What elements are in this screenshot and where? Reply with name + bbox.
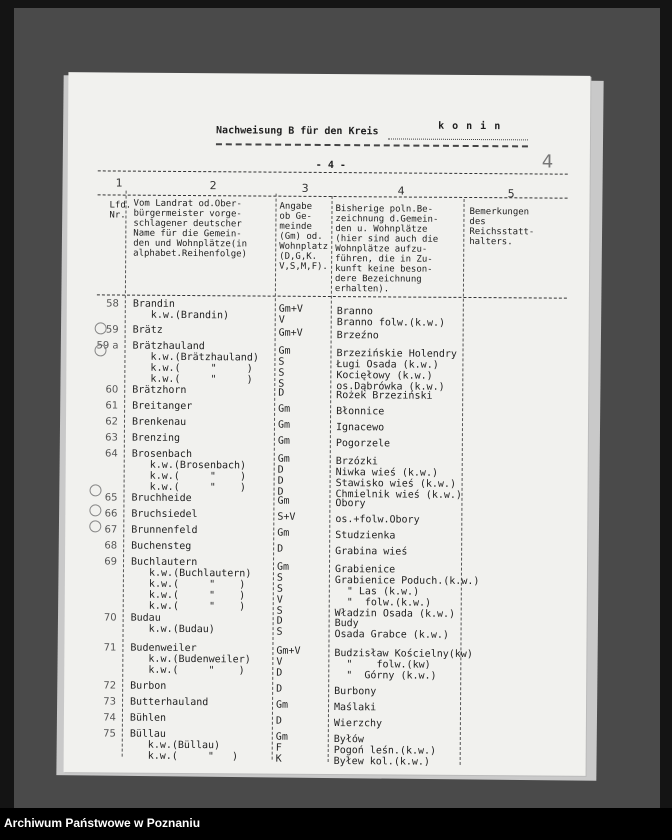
german-name: Butterhauland	[130, 696, 209, 709]
german-name: Brenzing	[131, 432, 181, 444]
type-code: Gm+V V	[278, 303, 303, 326]
type-code: Gm	[277, 495, 290, 507]
row-number: 64	[105, 448, 118, 460]
german-name: Buchlautern k.w.(Buchlautern) k.w.( " ) k.w.( " ) k.w.( " )	[130, 556, 252, 613]
type-code: D S	[276, 615, 283, 638]
german-name: Brätzhauland k.w.(Brätzhauland) k.w.( " ) k.w.( " )	[132, 340, 259, 386]
kreis-name: k o n i n	[438, 120, 502, 133]
german-name: Bruchsiedel	[131, 508, 198, 521]
german-name: Bruchheide	[131, 492, 192, 505]
type-code: Gm+V V D	[276, 645, 301, 679]
polish-name: os.+folw.Obory	[335, 514, 420, 526]
col-1-number: 1	[115, 176, 123, 190]
polish-name: Budy Osada Grabce (k.w.)	[334, 618, 449, 641]
type-code: Gm D D D	[277, 453, 290, 498]
german-name: Büllau k.w.(Büllau) k.w.( " )	[129, 728, 239, 763]
polish-name: Grabienice Grabienice Poduch.(k.w.) " Las (k.w.) " folw.(k.w.) Władzin Osada (k.w.)	[334, 564, 480, 620]
row-number: 67	[104, 524, 118, 536]
kreis-underline	[388, 138, 528, 140]
row-number: 62	[105, 416, 119, 428]
german-name: Brosenbach k.w.(Brosenbach) k.w.( " ) k.w.( " )	[131, 448, 247, 494]
polish-name: Branno Branno folw.(k.w.)	[336, 306, 446, 329]
type-code: Gm	[277, 419, 291, 431]
col-3-header: Angabe ob Ge- meinde (Gm) od. Wohnplatz (D,G,K. V,S,M,F).	[279, 201, 329, 273]
type-code: D	[277, 543, 284, 555]
polish-name: Byłów Pogoń leśn.(k.w.) Byłew kol.(k.w.)	[333, 734, 437, 768]
row-number: 60	[105, 384, 119, 396]
german-name: Budau k.w.(Budau)	[130, 612, 215, 636]
col-2-header: Vom Landrat od.Ober- bürgermeister vorge- schlagener deutscher Name für die Gemein- den und Wohnplätze(in alphabet.Reihenfolge)	[133, 198, 248, 260]
title-rule	[216, 143, 528, 147]
polish-name: Studzienka	[335, 530, 396, 542]
col-4-header: Bisherige poln.Be- zeichnung d.Gemein- den u. Wohnplätze (hier sind auch die Wohnplätze aufzu- führen, die in Zu- kunft keine beson- dere Bezeichnung erhalten).	[334, 204, 439, 295]
polish-name: Wierzchy	[333, 718, 383, 730]
type-code: D	[276, 683, 283, 695]
col-5-number: 5	[507, 187, 515, 201]
page-number: - 4 -	[315, 159, 346, 172]
col-2-number: 2	[209, 179, 217, 193]
polish-name: Brzezińskie Holendry Ługi Osada (k.w.) Kocięłowy (k.w.) os.Dąbrówka (k.w.)	[336, 348, 457, 393]
row-number: 69	[104, 556, 118, 568]
polish-name: Pogorzele	[335, 438, 391, 450]
type-code: Gm S S V S	[276, 561, 290, 617]
polish-name: Maślaki	[333, 702, 377, 714]
row-number: 70	[103, 612, 117, 624]
col-1-header: Lfd. Nr.	[109, 200, 132, 221]
polish-name: Rożek Brzeziński	[336, 390, 433, 402]
german-name: Brunnenfeld	[131, 524, 198, 537]
row-number: 59 a	[96, 340, 119, 352]
german-name: Bühlen	[129, 712, 167, 724]
page-title: Nachweisung B für den Kreis	[216, 125, 379, 138]
german-name: Brätzhorn	[132, 384, 187, 397]
polish-name: Burbony	[334, 686, 377, 698]
type-code: Gm	[278, 403, 291, 415]
row-number: 68	[104, 540, 118, 552]
row-number: 65	[104, 492, 118, 504]
polish-name: Ignacewo	[335, 422, 385, 434]
col-divider-3	[328, 196, 333, 762]
row-number: 71	[103, 642, 117, 654]
row-number: 66	[104, 508, 118, 520]
type-code: Gm S S S	[278, 345, 291, 390]
col-3-number: 3	[301, 181, 309, 195]
row-number: 61	[105, 400, 119, 412]
type-code: D	[278, 387, 285, 399]
type-code: Gm	[277, 527, 290, 539]
german-name: Budenweiler k.w.(Budenweiler) k.w.( " )	[130, 642, 251, 677]
type-code: D	[275, 715, 282, 727]
type-code: Gm	[275, 699, 289, 711]
polish-name: Grabina wieś	[335, 546, 408, 558]
type-code: Gm	[277, 435, 290, 447]
row-number: 74	[103, 712, 116, 724]
pencil-page-mark: 4	[541, 151, 554, 173]
german-name: Brätz	[132, 324, 163, 336]
col-4-number: 4	[397, 184, 405, 198]
row-number: 58	[106, 298, 119, 310]
polish-name: Brzeźno	[336, 330, 379, 342]
german-name: Burbon	[130, 680, 167, 692]
archive-footer	[0, 808, 672, 840]
polish-name: Budzisław Kościelny(kw) " folw.(kw) " Górny (k.w.)	[334, 648, 473, 682]
row-number: 73	[103, 696, 117, 708]
col-divider-1	[122, 191, 127, 757]
type-code: Gm F K	[275, 731, 288, 765]
polish-name: Błonnice	[336, 406, 385, 418]
german-name: Breitanger	[132, 400, 193, 413]
row-number: 72	[103, 680, 117, 692]
german-name: Brandin k.w.(Brandin)	[132, 298, 230, 322]
row-number: 59	[105, 324, 119, 336]
row-number: 75	[103, 728, 116, 740]
type-code: S+V	[277, 511, 296, 523]
col-5-header: Bemerkungen des Reichsstatt- halters.	[469, 206, 535, 248]
document-page	[64, 72, 591, 776]
polish-name: Brzózki Niwka wieś (k.w.) Stawisko wieś (k.w.) Chmielnik wieś (k.w.)	[335, 456, 462, 501]
german-name: Brenkenau	[131, 416, 187, 429]
row-number: 63	[105, 432, 118, 444]
archive-credit: Archiwum Państwowe w Poznaniu	[4, 816, 201, 830]
german-name: Buchensteg	[131, 540, 192, 553]
type-code: Gm+V	[278, 327, 303, 339]
polish-name: Obory	[335, 498, 366, 510]
